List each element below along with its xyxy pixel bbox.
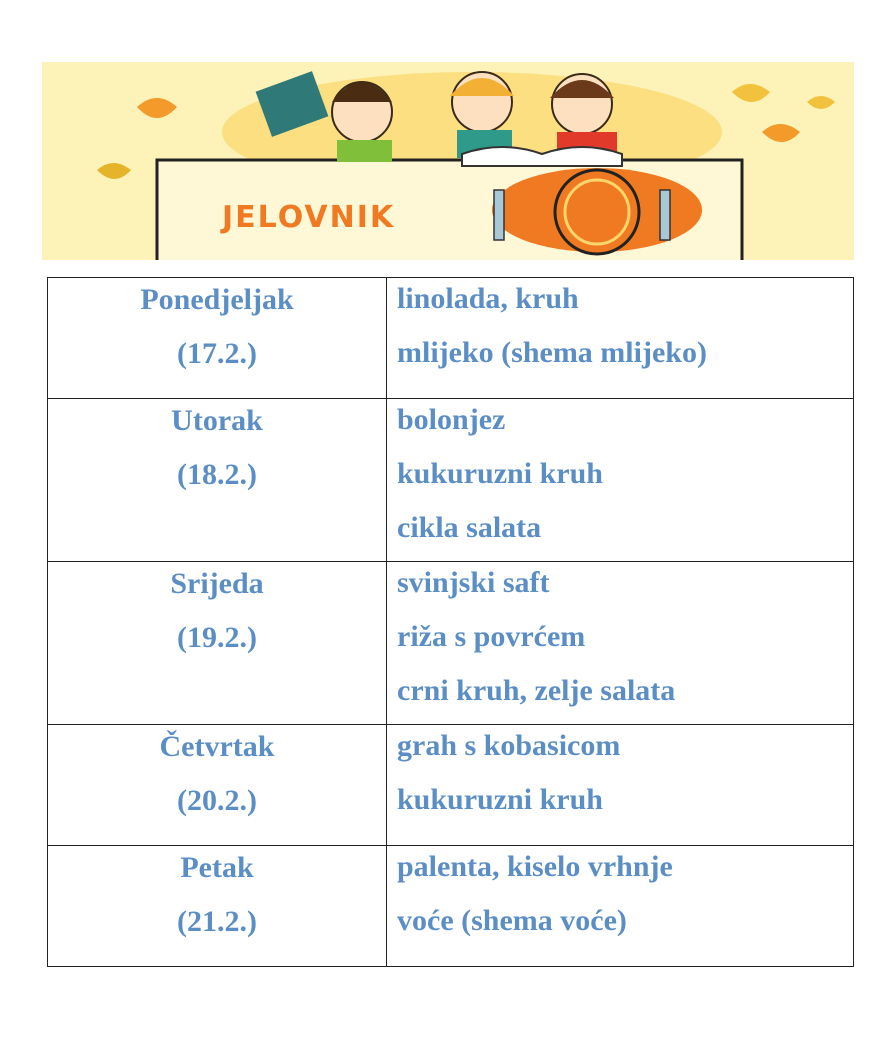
day-cell — [48, 846, 387, 967]
meal-item: grah s kobasicom — [397, 729, 621, 762]
day-date: (21.2.) — [177, 905, 257, 938]
table-row — [48, 725, 854, 846]
table-row — [48, 562, 854, 725]
weekly-menu-table — [47, 277, 854, 967]
day-name: Ponedjeljak — [140, 283, 294, 316]
day-date: (20.2.) — [177, 784, 257, 817]
meal-cell — [387, 725, 854, 846]
day-cell — [48, 562, 387, 725]
meal-item: linolada, kruh — [397, 282, 579, 315]
meal-item: cikla salata — [397, 511, 542, 544]
day-cell — [48, 725, 387, 846]
table-row — [48, 399, 854, 562]
table-row — [48, 278, 854, 399]
jelovnik-banner — [42, 62, 854, 260]
banner-illustration — [42, 62, 854, 260]
meal-item: mlijeko (shema mlijeko) — [397, 336, 707, 369]
day-name: Petak — [180, 851, 254, 884]
meal-item: riža s povrćem — [397, 620, 586, 653]
meal-cell — [387, 846, 854, 967]
day-cell — [48, 399, 387, 562]
day-cell — [48, 278, 387, 399]
day-date: (18.2.) — [177, 458, 257, 491]
meal-cell — [387, 562, 854, 725]
day-name: Utorak — [171, 404, 263, 437]
table-row — [48, 846, 854, 967]
banner-title: JELOVNIK — [222, 200, 396, 235]
day-name: Četvrtak — [159, 730, 275, 763]
day-name: Srijeda — [170, 567, 264, 600]
meal-item: bolonjez — [397, 403, 506, 436]
meal-item: svinjski saft — [397, 566, 550, 599]
meal-item: kukuruzni kruh — [397, 457, 603, 490]
meal-cell — [387, 278, 854, 399]
meal-item: voće (shema voće) — [397, 904, 627, 937]
meal-item: kukuruzni kruh — [397, 783, 603, 816]
meal-item: crni kruh, zelje salata — [397, 674, 676, 707]
day-date: (17.2.) — [177, 337, 257, 370]
day-date: (19.2.) — [177, 621, 257, 654]
meal-cell — [387, 399, 854, 562]
meal-item: palenta, kiselo vrhnje — [397, 850, 673, 883]
